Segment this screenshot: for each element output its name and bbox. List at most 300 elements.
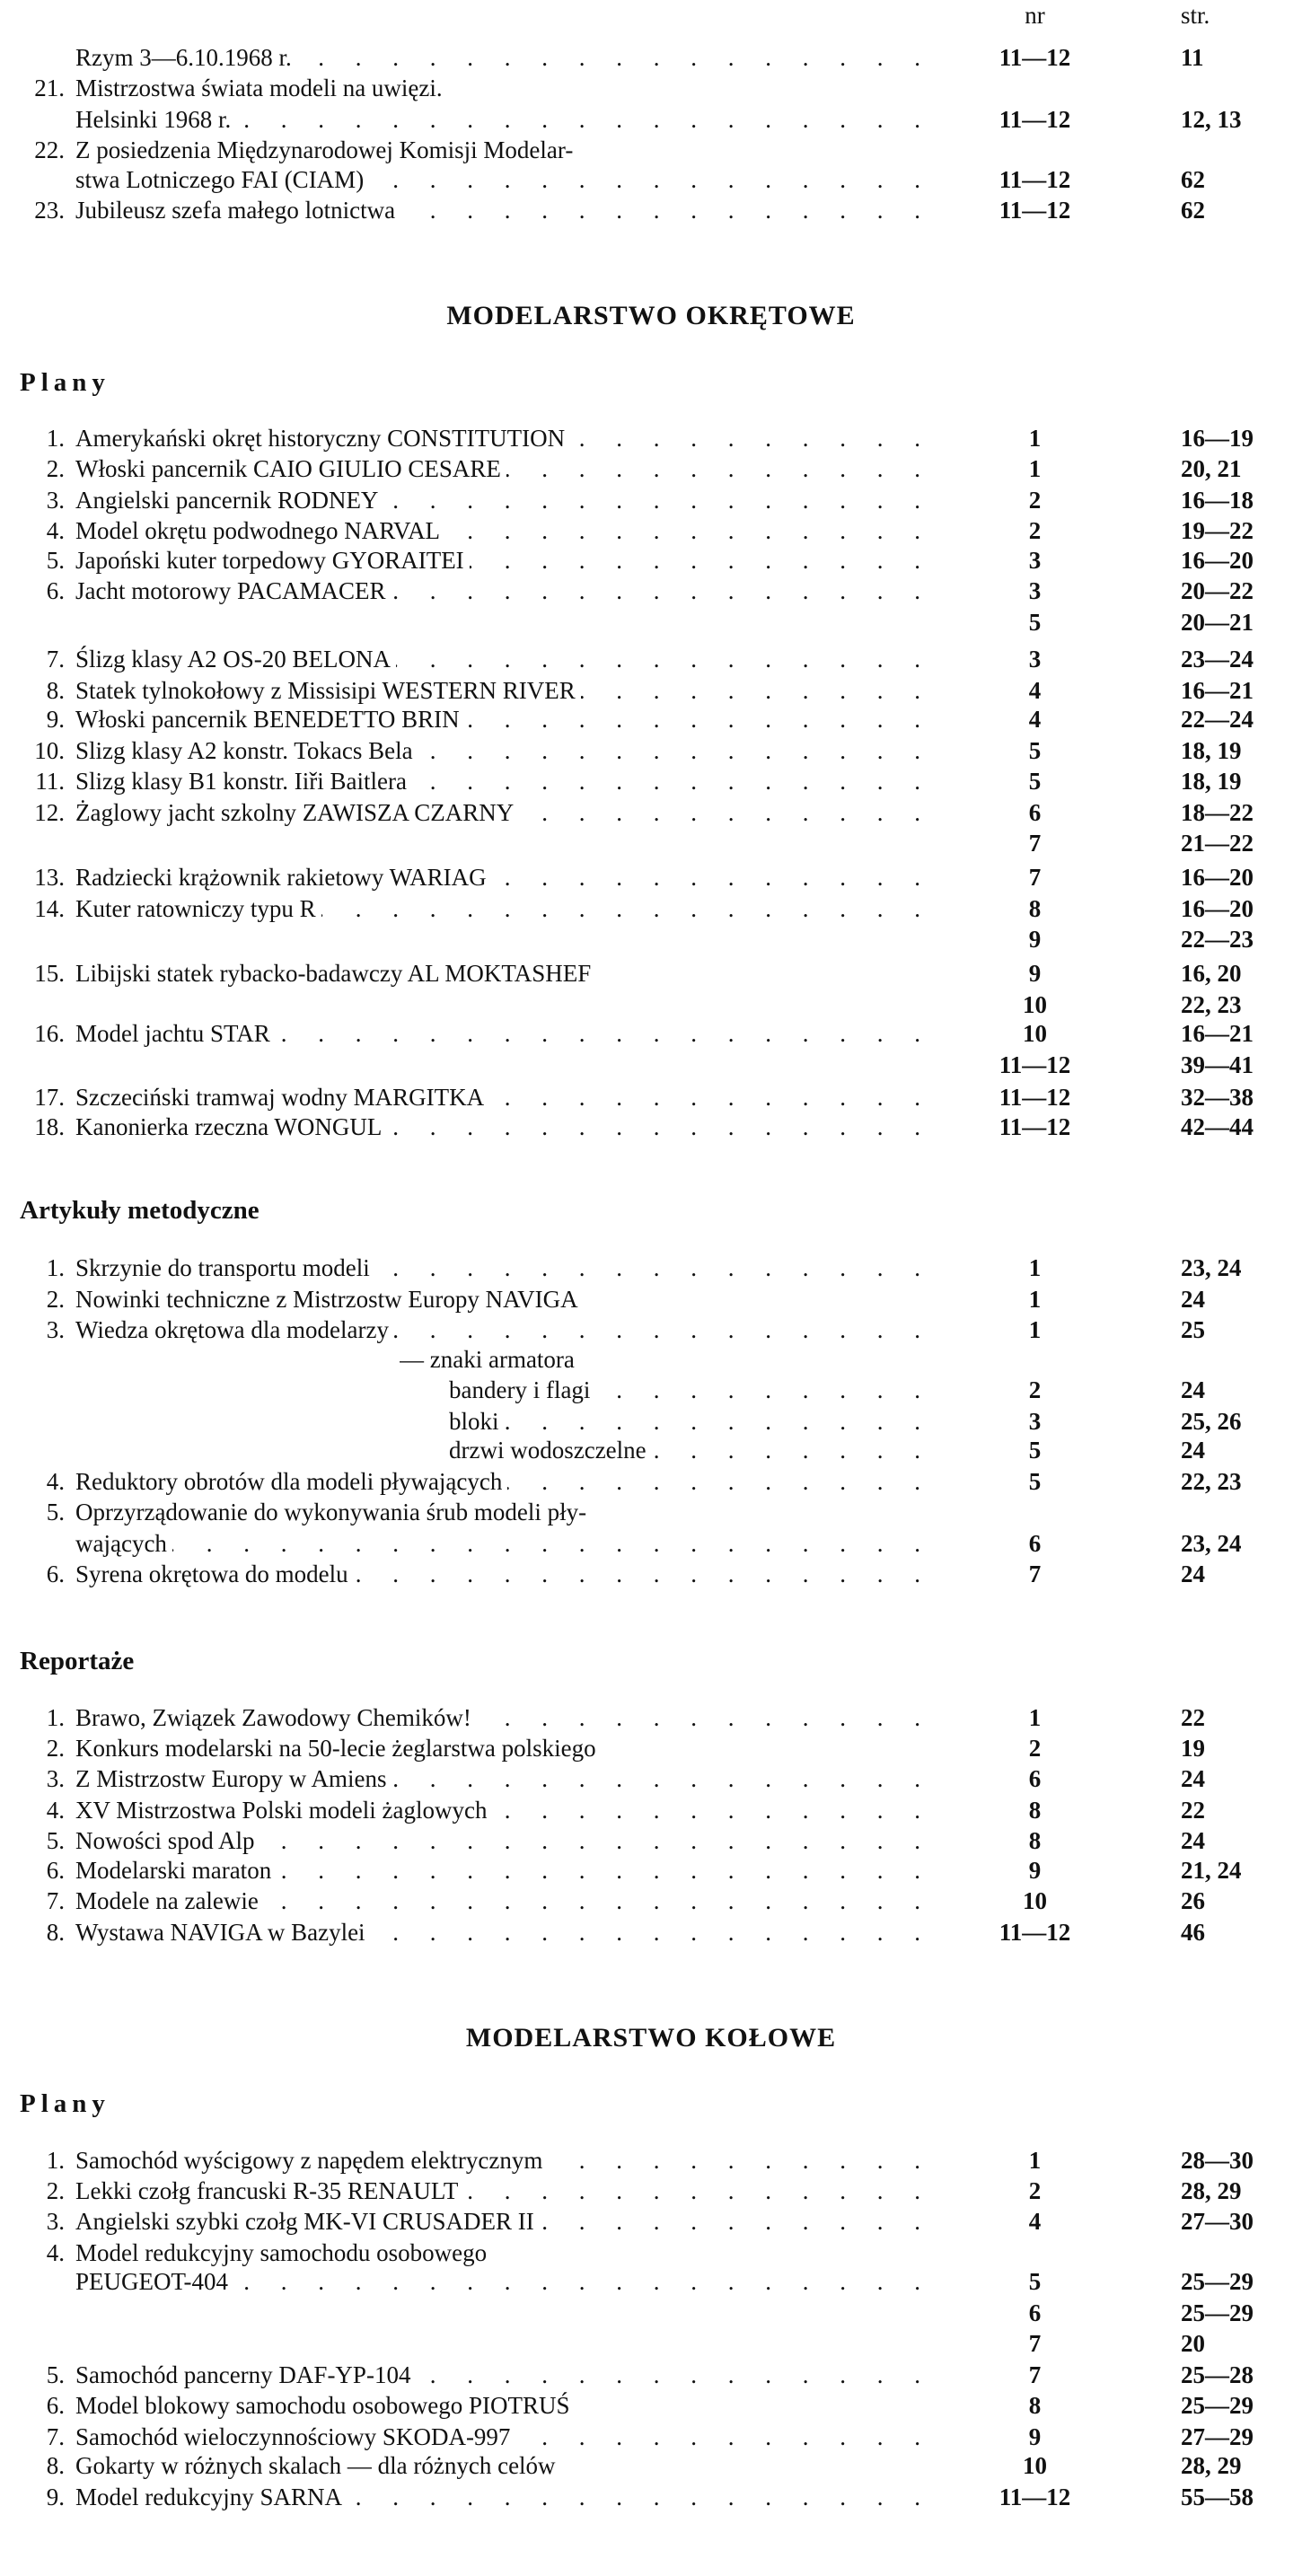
- entry-number: 22.: [34, 136, 65, 163]
- entry-page-number: 25—29: [1181, 2268, 1254, 2295]
- entry-issue-number: 11—12: [998, 2484, 1071, 2510]
- entry-page-number: 32—38: [1181, 1084, 1254, 1111]
- entry-title-text: Samochód pancerny DAF-YP-104: [75, 2361, 416, 2388]
- index-entry: [0, 73, 1302, 103]
- entry-title: [75, 423, 924, 453]
- entry-issue-number: 3: [1028, 1408, 1042, 1435]
- entry-page-number: 16—21: [1181, 1020, 1254, 1047]
- entry-issue-number: 3: [1028, 577, 1042, 604]
- entry-number: 8.: [46, 2452, 65, 2479]
- entry-page-number: 16—19: [1181, 425, 1254, 452]
- entry-issue-number: 4: [1028, 706, 1042, 733]
- entry-title-text: Samochód wieloczynnościowy SKODA-997: [75, 2423, 515, 2450]
- entry-page-number: 22—24: [1181, 706, 1254, 733]
- index-entry: [0, 1763, 1302, 1794]
- entry-page-number: 22, 23: [1181, 991, 1242, 1018]
- entry-title-text: Slizg klasy A2 konstr. Tokacs Bela: [75, 737, 418, 764]
- index-entry: [0, 704, 1302, 734]
- entry-title: [75, 1284, 924, 1314]
- index-entry: [0, 1855, 1302, 1886]
- entry-issue-number: 1: [1028, 1254, 1042, 1281]
- index-entry: [0, 2482, 1302, 2512]
- entry-title-text: Brawo, Związek Zawodowy Chemików!: [75, 1704, 477, 1731]
- entry-page-number: 62: [1181, 166, 1205, 193]
- entry-number: 15.: [34, 960, 65, 987]
- subsection-title: Reportaże: [20, 1647, 135, 1675]
- entry-title-text: Rzym 3—6.10.1968 r.: [75, 44, 297, 71]
- entry-number: 5.: [46, 2361, 65, 2388]
- entry-issue-number: 1: [1028, 2147, 1042, 2174]
- index-entry: [0, 2298, 1302, 2328]
- index-entry: [0, 1435, 1302, 1465]
- entry-issue-number: 7: [1028, 2361, 1042, 2388]
- index-entry: [0, 2176, 1302, 2206]
- entry-issue-number: 1: [1028, 425, 1042, 452]
- index-entry: [0, 1528, 1302, 1559]
- entry-title-text: Helsinki 1968 r.: [75, 106, 236, 133]
- entry-issue-number: 11—12: [998, 106, 1071, 133]
- index-entry: [0, 862, 1302, 892]
- entry-title-text: Mistrzostwa świata modeli na uwięzi.: [75, 75, 448, 101]
- entry-title-text: Modele na zalewie: [75, 1887, 264, 1914]
- entry-title: [75, 644, 924, 674]
- entry-number: 7.: [46, 646, 65, 673]
- entry-title-text: Nowinki techniczne z Mistrzostw Europy NAVIGA: [75, 1286, 584, 1313]
- entry-issue-number: 2: [1028, 2177, 1042, 2204]
- entry-title: [75, 104, 924, 135]
- entry-issue-number: 9: [1028, 2423, 1042, 2450]
- index-entry: [0, 958, 1302, 989]
- entry-title-text: wających: [75, 1530, 172, 1557]
- index-entry: [0, 1702, 1302, 1733]
- entry-number: 6.: [46, 1561, 65, 1587]
- index-entry: [0, 423, 1302, 453]
- entry-title: [75, 1497, 924, 1527]
- entry-issue-number: 3: [1028, 646, 1042, 673]
- entry-number: 9.: [46, 706, 65, 733]
- column-headers: [0, 0, 1302, 31]
- entry-page-number: 27—29: [1181, 2423, 1254, 2450]
- index-entry: [0, 1112, 1302, 1142]
- entry-page-number: 24: [1181, 1561, 1205, 1587]
- entry-page-number: 28, 29: [1181, 2177, 1242, 2204]
- entry-number: 21.: [34, 75, 65, 101]
- entry-issue-number: 5: [1028, 1437, 1042, 1464]
- entry-title-text: Szczeciński tramwaj wodny MARGITKA: [75, 1084, 489, 1111]
- index-entry: [0, 828, 1302, 858]
- entry-title: [75, 1733, 924, 1763]
- entry-title-text: Z posiedzenia Międzynarodowej Komisji Modelar-: [75, 136, 578, 163]
- index-entry: [0, 42, 1302, 73]
- entry-title: [449, 1375, 924, 1405]
- entry-number: 7.: [46, 2423, 65, 2450]
- entry-number: 5.: [46, 1499, 65, 1525]
- entry-page-number: 25: [1181, 1316, 1205, 1343]
- index-entry: [0, 1284, 1302, 1314]
- entry-title: [75, 1763, 924, 1794]
- entry-page-number: 16—21: [1181, 677, 1254, 704]
- index-entry: [0, 1466, 1302, 1497]
- entry-title-text: drzwi wodoszczelne: [449, 1437, 652, 1464]
- entry-title: [75, 453, 924, 484]
- entry-issue-number: 8: [1028, 2392, 1042, 2419]
- entry-title: [75, 797, 924, 828]
- index-entry: [0, 2266, 1302, 2297]
- entry-title: [75, 576, 924, 606]
- entry-page-number: 19—22: [1181, 517, 1254, 544]
- entry-number: 17.: [34, 1084, 65, 1111]
- index-entry: [0, 515, 1302, 546]
- entry-title: [75, 735, 924, 766]
- index-entry: [0, 164, 1302, 195]
- entry-page-number: 20—22: [1181, 577, 1254, 604]
- entry-title: [75, 2482, 924, 2512]
- entry-title-text: Statek tylnokołowy z Missisipi WESTERN RIVER: [75, 677, 581, 704]
- entry-page-number: 22—23: [1181, 926, 1254, 953]
- entry-title: [75, 1018, 924, 1049]
- entry-issue-number: 2: [1028, 517, 1042, 544]
- entry-title: [75, 2328, 924, 2359]
- index-entry: [0, 989, 1302, 1020]
- entry-title-text: Modelarski maraton: [75, 1857, 277, 1884]
- entry-page-number: 25—28: [1181, 2361, 1254, 2388]
- entry-page-number: 22: [1181, 1704, 1205, 1731]
- entry-page-number: 20: [1181, 2330, 1205, 2357]
- column-header-str: str.: [1181, 2, 1210, 29]
- entry-page-number: 16—20: [1181, 895, 1254, 922]
- entry-page-number: 42—44: [1181, 1113, 1254, 1140]
- entry-title: [75, 2422, 924, 2452]
- entry-title: [75, 1559, 924, 1589]
- entry-number: 4.: [46, 1797, 65, 1824]
- entry-title-text: Lekki czołg francuski R-35 RENAULT: [75, 2177, 463, 2204]
- index-entry: [0, 1082, 1302, 1112]
- entry-page-number: 16—20: [1181, 864, 1254, 891]
- entry-number: 2.: [46, 455, 65, 482]
- entry-title-text: Z Mistrzostw Europy w Amiens: [75, 1765, 391, 1792]
- entry-title: [75, 1082, 924, 1112]
- entry-issue-number: 7: [1028, 864, 1042, 891]
- entry-title-text: Włoski pancernik BENEDETTO BRIN: [75, 706, 465, 733]
- entry-title-text: [75, 2330, 81, 2357]
- entry-title: [75, 42, 924, 73]
- index-entry: [0, 135, 1302, 165]
- entry-page-number: 19: [1181, 1735, 1205, 1762]
- subsection-title: Plany: [20, 368, 110, 397]
- entry-page-number: 20—21: [1181, 609, 1254, 636]
- index-entry: [0, 1733, 1302, 1763]
- entry-title: [75, 1112, 924, 1142]
- entry-page-number: 55—58: [1181, 2484, 1254, 2510]
- entry-page-number: 21, 24: [1181, 1857, 1242, 1884]
- column-header-nr: nr: [1025, 2, 1045, 29]
- entry-title: [75, 1795, 924, 1825]
- entry-page-number: 16—18: [1181, 487, 1254, 514]
- entry-page-number: 20, 21: [1181, 455, 1242, 482]
- index-entry: [0, 1375, 1302, 1405]
- entry-title: [75, 2238, 924, 2268]
- entry-number: 2.: [46, 1286, 65, 1313]
- entry-number: 5.: [46, 1827, 65, 1854]
- section-title: MODELARSTWO KOŁOWE: [465, 2023, 837, 2053]
- entry-number: 16.: [34, 1020, 65, 1047]
- entry-title: [75, 989, 924, 1020]
- entry-title-text: Wystawa NAVIGA w Bazylei: [75, 1919, 371, 1946]
- entry-page-number: 25, 26: [1181, 1408, 1242, 1435]
- entry-page-number: 62: [1181, 197, 1205, 224]
- index-entry: [0, 195, 1302, 225]
- entry-title-text: [75, 1051, 81, 1078]
- entry-title: [400, 1344, 924, 1375]
- entry-title: [75, 1917, 924, 1947]
- entry-title: [75, 135, 924, 165]
- entry-issue-number: 8: [1028, 1797, 1042, 1824]
- entry-title: [75, 607, 924, 637]
- index-entry: [0, 766, 1302, 796]
- entry-title: [75, 862, 924, 892]
- entry-title: [75, 766, 924, 796]
- entry-title: [75, 704, 924, 734]
- entry-title-text: Amerykański okręt historyczny CONSTITUTION: [75, 425, 570, 452]
- entry-issue-number: 9: [1028, 926, 1042, 953]
- entry-title-text: Konkurs modelarski na 50-lecie żeglarstwa polskiego: [75, 1735, 602, 1762]
- subsection-title: Plany: [20, 2089, 110, 2118]
- entry-title-text: Ślizg klasy A2 OS-20 BELONA: [75, 646, 396, 673]
- entry-number: 23.: [34, 197, 65, 224]
- entry-issue-number: 4: [1028, 2208, 1042, 2235]
- index-entry: [0, 1050, 1302, 1080]
- entry-issue-number: 6: [1028, 2299, 1042, 2326]
- entry-title: [75, 1466, 924, 1497]
- entry-issue-number: 11—12: [998, 1084, 1071, 1111]
- entry-title: [75, 1253, 924, 1283]
- entry-page-number: 25—29: [1181, 2299, 1254, 2326]
- index-entry: [0, 2328, 1302, 2359]
- entry-page-number: 24: [1181, 1765, 1205, 1792]
- entry-number: 2.: [46, 1735, 65, 1762]
- entry-issue-number: 5: [1028, 1468, 1042, 1495]
- entry-title: [75, 73, 924, 103]
- index-entry: [0, 1497, 1302, 1527]
- entry-page-number: 25—29: [1181, 2392, 1254, 2419]
- entry-title-text: XV Mistrzostwa Polski modeli żaglowych: [75, 1797, 492, 1824]
- entry-title: [75, 893, 924, 924]
- entry-issue-number: 7: [1028, 2330, 1042, 2357]
- entry-issue-number: 10: [1023, 1887, 1047, 1914]
- entry-number: 2.: [46, 2177, 65, 2204]
- entry-title-text: [75, 609, 81, 636]
- entry-page-number: 39—41: [1181, 1051, 1254, 1078]
- entry-issue-number: 4: [1028, 677, 1042, 704]
- entry-page-number: 24: [1181, 1286, 1205, 1313]
- index-entry: [0, 893, 1302, 924]
- section-title: MODELARSTWO OKRĘTOWE: [446, 301, 856, 330]
- entry-title-text: Syrena okrętowa do modelu: [75, 1561, 354, 1587]
- entry-title: [75, 2360, 924, 2390]
- entry-issue-number: 1: [1028, 1316, 1042, 1343]
- entry-issue-number: 10: [1023, 1020, 1047, 1047]
- entry-issue-number: 1: [1028, 1286, 1042, 1313]
- entry-issue-number: 9: [1028, 1857, 1042, 1884]
- entry-title-text: — znaki armatora: [400, 1346, 580, 1373]
- entry-title-text: Libijski statek rybacko-badawczy AL MOKTASHEF: [75, 960, 596, 987]
- entry-issue-number: 11—12: [998, 1113, 1071, 1140]
- entry-title-text: Skrzynie do transportu modeli: [75, 1254, 375, 1281]
- entry-page-number: 18, 19: [1181, 737, 1242, 764]
- entry-title-text: Włoski pancernik CAIO GIULIO CESARE: [75, 455, 506, 482]
- index-entry: [0, 675, 1302, 706]
- entry-title-text: Angielski pancernik RODNEY: [75, 487, 383, 514]
- entry-issue-number: 7: [1028, 830, 1042, 857]
- entry-title: [75, 2390, 924, 2421]
- entry-title: [75, 2145, 924, 2176]
- entry-title: [75, 2266, 924, 2297]
- entry-number: 7.: [46, 1887, 65, 1914]
- entry-title-text: Wiedza okrętowa dla modelarzy: [75, 1316, 394, 1343]
- entry-page-number: 46: [1181, 1919, 1205, 1946]
- entry-page-number: 18—22: [1181, 799, 1254, 826]
- entry-page-number: 16, 20: [1181, 960, 1242, 987]
- entry-number: 9.: [46, 2484, 65, 2510]
- entry-page-number: 23—24: [1181, 646, 1254, 673]
- entry-issue-number: 11—12: [998, 166, 1071, 193]
- index-entry: [0, 2422, 1302, 2452]
- entry-issue-number: 11—12: [998, 197, 1071, 224]
- entry-number: 14.: [34, 895, 65, 922]
- entry-title: [75, 958, 924, 989]
- entry-title-text: Oprzyrządowanie do wykonywania śrub modeli pły-: [75, 1499, 592, 1525]
- entry-title-text: [75, 991, 81, 1018]
- entry-page-number: 24: [1181, 1437, 1205, 1464]
- entry-title-text: Model redukcyjny SARNA: [75, 2484, 347, 2510]
- entry-issue-number: 6: [1028, 1530, 1042, 1557]
- entry-number: 12.: [34, 799, 65, 826]
- entry-issue-number: 10: [1023, 2452, 1047, 2479]
- entry-title: [75, 1825, 924, 1856]
- entry-page-number: 11: [1181, 44, 1204, 71]
- entry-number: 1.: [46, 1254, 65, 1281]
- entry-issue-number: 9: [1028, 960, 1042, 987]
- entry-number: 3.: [46, 1316, 65, 1343]
- entry-title: [75, 1528, 924, 1559]
- index-entry: [0, 1886, 1302, 1916]
- index-entry: [0, 1314, 1302, 1345]
- entry-page-number: 23, 24: [1181, 1254, 1242, 1281]
- entry-page-number: 27—30: [1181, 2208, 1254, 2235]
- entry-page-number: 16—20: [1181, 547, 1254, 574]
- entry-title: [75, 545, 924, 576]
- entry-issue-number: 11—12: [998, 1919, 1071, 1946]
- entry-number: 1.: [46, 1704, 65, 1731]
- entry-number: 4.: [46, 1468, 65, 1495]
- entry-title: [75, 515, 924, 546]
- entry-title-text: Model blokowy samochodu osobowego PIOTRUŚ: [75, 2392, 575, 2419]
- entry-title: [75, 2450, 924, 2481]
- entry-issue-number: 5: [1028, 737, 1042, 764]
- entry-title-text: Model jachtu STAR: [75, 1020, 276, 1047]
- entry-issue-number: 5: [1028, 2268, 1042, 2295]
- entry-number: 6.: [46, 1857, 65, 1884]
- index-entry: [0, 1018, 1302, 1049]
- index-entry: [0, 2390, 1302, 2421]
- entry-title: [75, 924, 924, 954]
- entry-issue-number: 10: [1023, 991, 1047, 1018]
- entry-title: [449, 1435, 924, 1465]
- entry-title-text: Kanonierka rzeczna WONGUL: [75, 1113, 387, 1140]
- entry-page-number: 23, 24: [1181, 1530, 1242, 1557]
- entry-title: [75, 1702, 924, 1733]
- entry-issue-number: 3: [1028, 547, 1042, 574]
- entry-issue-number: 11—12: [998, 44, 1071, 71]
- entry-title-text: PEUGEOT-404: [75, 2268, 233, 2295]
- entry-issue-number: 2: [1028, 1735, 1042, 1762]
- entry-title-text: Kuter ratowniczy typu R: [75, 895, 321, 922]
- entry-number: 6.: [46, 577, 65, 604]
- entry-number: 1.: [46, 425, 65, 452]
- entry-title-text: Reduktory obrotów dla modeli pływających: [75, 1468, 507, 1495]
- entry-title: [75, 485, 924, 515]
- index-entry: [0, 1344, 1302, 1375]
- entry-page-number: 24: [1181, 1376, 1205, 1403]
- index-entry: [0, 1795, 1302, 1825]
- index-entry: [0, 607, 1302, 637]
- entry-number: 5.: [46, 547, 65, 574]
- entry-issue-number: 5: [1028, 609, 1042, 636]
- entry-number: 13.: [34, 864, 65, 891]
- entry-title-text: Gokarty w różnych skalach — dla różnych celów: [75, 2452, 561, 2479]
- entry-title: [75, 828, 924, 858]
- entry-number: 18.: [34, 1113, 65, 1140]
- entry-issue-number: 1: [1028, 455, 1042, 482]
- index-entry: [0, 104, 1302, 135]
- entry-page-number: 28, 29: [1181, 2452, 1242, 2479]
- entry-number: 10.: [34, 737, 65, 764]
- entry-page-number: 22, 23: [1181, 1468, 1242, 1495]
- entry-page-number: 18, 19: [1181, 768, 1242, 795]
- entry-page-number: 21—22: [1181, 830, 1254, 857]
- entry-title: [449, 1406, 924, 1437]
- entry-issue-number: 2: [1028, 1376, 1042, 1403]
- index-entry: [0, 485, 1302, 515]
- index-entry: [0, 1825, 1302, 1856]
- entry-title-text: Slizg klasy B1 konstr. Iiři Baitlera: [75, 768, 412, 795]
- entry-title-text: bloki: [449, 1408, 505, 1435]
- entry-title: [75, 1050, 924, 1080]
- entry-issue-number: 11—12: [998, 1051, 1071, 1078]
- entry-number: 3.: [46, 1765, 65, 1792]
- entry-title-text: Jubileusz szefa małego lotnictwa: [75, 197, 400, 224]
- index-entry: [0, 545, 1302, 576]
- index-entry: [0, 1917, 1302, 1947]
- entry-page-number: 22: [1181, 1797, 1205, 1824]
- entry-page-number: 26: [1181, 1887, 1205, 1914]
- index-entry: [0, 1559, 1302, 1589]
- entry-issue-number: 7: [1028, 1561, 1042, 1587]
- entry-title-text: Angielski szybki czołg MK-VI CRUSADER II: [75, 2208, 540, 2235]
- entry-title-text: Radziecki krążownik rakietowy WARIAG: [75, 864, 492, 891]
- entry-title-text: Model okrętu podwodnego NARVAL: [75, 517, 445, 544]
- entry-issue-number: 1: [1028, 1704, 1042, 1731]
- entry-title-text: Nowości spod Alp: [75, 1827, 260, 1854]
- entry-page-number: 28—30: [1181, 2147, 1254, 2174]
- index-entry: [0, 2450, 1302, 2481]
- index-entry: [0, 1253, 1302, 1283]
- index-entry: [0, 576, 1302, 606]
- entry-number: 6.: [46, 2392, 65, 2419]
- entry-title: [75, 675, 924, 706]
- entry-title-text: Samochód wyścigowy z napędem elektrycznym: [75, 2147, 548, 2174]
- entry-number: 11.: [35, 768, 65, 795]
